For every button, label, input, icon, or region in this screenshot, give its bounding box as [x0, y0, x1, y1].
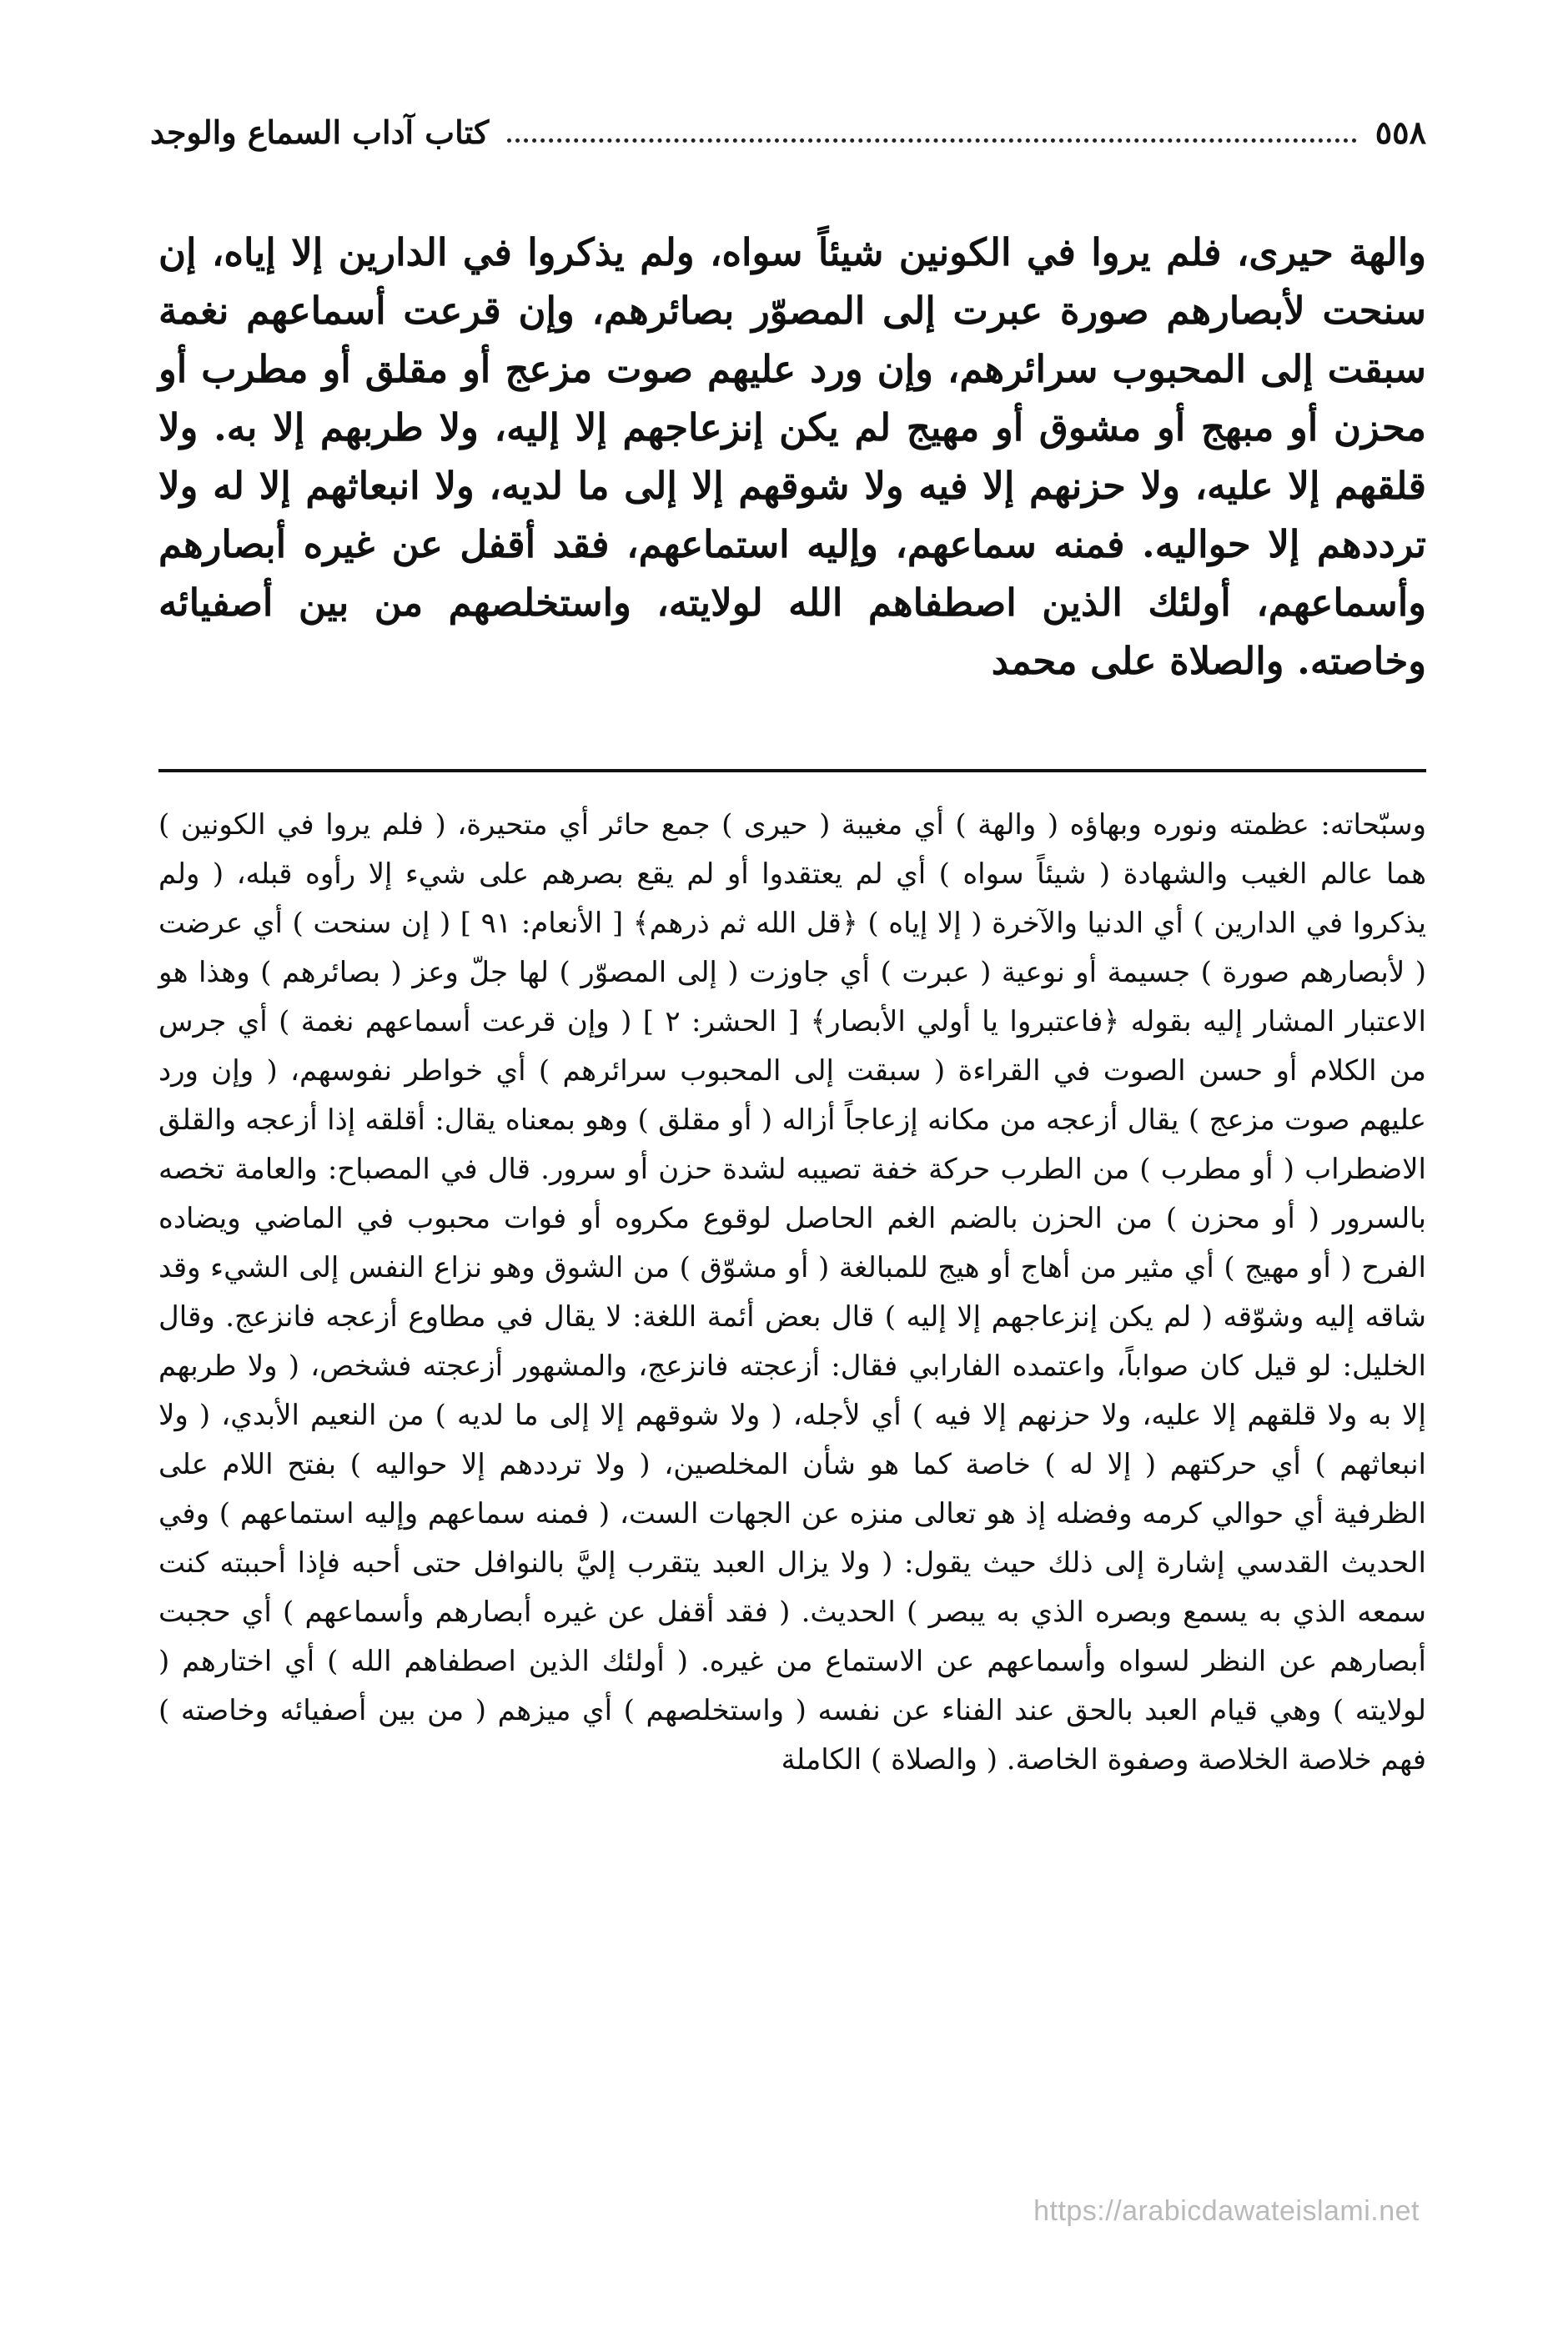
- page-number: ٥٥٨: [1375, 113, 1426, 151]
- source-watermark: https://arabicdawateislami.net: [1033, 2195, 1420, 2227]
- book-title: كتاب آداب السماع والوجد: [150, 113, 490, 151]
- page-header: [150, 107, 1426, 157]
- main-text: والهة حيرى، فلم يروا في الكونين شيئاً سواه، ولم يذكروا في الدارين إلا إياه، إن سنحت لأبصارهم صورة عبرت إلى المصوّر بصائرهم، وإن قرعت أسماعهم نغمة سبقت إلى المحبوب سرائرهم، وإن ورد عليهم صوت مزعج أو مقلق أو مطرب أو محزن أو مبهج أو مشوق أو مهيج لم يكن إنزعاجهم إلا إليه، ولا طربهم إلا به. ولا قلقهم إلا عليه، ولا حزنهم إلا فيه ولا شوقهم إلا إلى ما لديه، ولا انبعاثهم إلا له ولا ترددهم إلا حواليه. فمنه سماعهم، وإليه استماعهم، فقد أقفل عن غيره أبصارهم وأسماعهم، أولئك الذين اصطفاهم الله لولايته، واستخلصهم من بين أصفيائه وخاصته. والصلاة على محمد: [158, 230, 1426, 683]
- footnote-divider: [158, 769, 1426, 772]
- header-dotted-leader: [507, 138, 1357, 143]
- commentary-footnotes: وسبّحاته: عظمته ونوره وبهاؤه ( والهة ) أي مغيبة ( حيرى ) جمع حائر أي متحيرة، ( فلم يروا في الكونين ) هما عالم الغيب والشهادة ( شيئاً سواه ) أي لم يعتقدوا أو لم يقع بصرهم على شيء إلا رأوه قبله، ( ولم يذكروا في الدارين ) أي الدنيا والآخرة ( إلا إياه ) ﴿قل الله ثم ذرهم﴾ [ الأنعام: ٩١ ] ( إن سنحت ) أي عرضت ( لأبصارهم صورة ) جسيمة أو نوعية ( عبرت ) أي جاوزت ( إلى المصوّر ) لها جلّ وعز ( بصائرهم ) وهذا هو الاعتبار المشار إليه بقوله ﴿فاعتبروا يا أولي الأبصار﴾ [ الحشر: ٢ ] ( وإن قرعت أسماعهم نغمة ) أي جرس من الكلام أو حسن الصوت في القراءة ( سبقت إلى المحبوب سرائرهم ) أي خواطر نفوسهم، ( وإن ورد عليهم صوت مزعج ) يقال أزعجه من مكانه إزعاجاً أزاله ( أو مقلق ) وهو بمعناه يقال: أقلقه إذا أزعجه والقلق الاضطراب ( أو مطرب ) من الطرب حركة خفة تصيبه لشدة حزن أو سرور. قال في المصباح: والعامة تخصه بالسرور ( أو محزن ) من الحزن بالضم الغم الحاصل لوقوع مكروه أو فوات محبوب في الماضي ويضاده الفرح ( أو مهيج ) أي مثير من أهاج أو هيج للمبالغة ( أو مشوّق ) من الشوق وهو نزاع النفس إلى الشيء وقد شاقه إليه وشوّقه ( لم يكن إنزعاجهم إلا إليه ) قال بعض أئمة اللغة: لا يقال في مطاوع أزعجه فانزعج. وقال الخليل: لو قيل كان صواباً، واعتمده الفارابي فقال: أزعجته فانزعج، والمشهور أزعجته فشخص، ( ولا طربهم إلا به ولا قلقهم إلا عليه، ولا حزنهم إلا فيه ) أي لأجله، ( ولا شوقهم إلا إلى ما لديه ) من النعيم الأبدي، ( ولا انبعاثهم ) أي حركتهم ( إلا له ) خاصة كما هو شأن المخلصين، ( ولا ترددهم إلا حواليه ) بفتح اللام على الظرفية أي حوالي كرمه وفضله إذ هو تعالى منزه عن الجهات الست، ( فمنه سماعهم وإليه استماعهم ) وفي الحديث القدسي إشارة إلى ذلك حيث يقول: ( ولا يزال العبد يتقرب إليَّ بالنوافل حتى أحبه فإذا أحببته كنت سمعه الذي به يسمع وبصره الذي به يبصر ) الحديث. ( فقد أقفل عن غيره أبصارهم وأسماعهم ) أي حجبت أبصارهم عن النظر لسواه وأسماعهم عن الاستماع من غيره. ( أولئك الذين اصطفاهم الله ) أي اختارهم ( لولايته ) وهي قيام العبد بالحق عند الفناء عن نفسه ( واستخلصهم ) أي ميزهم ( من بين أصفيائه وخاصته ) فهم خلاصة الخلاصة وصفوة الخاصة. ( والصلاة ) الكاملة: [158, 808, 1426, 1777]
